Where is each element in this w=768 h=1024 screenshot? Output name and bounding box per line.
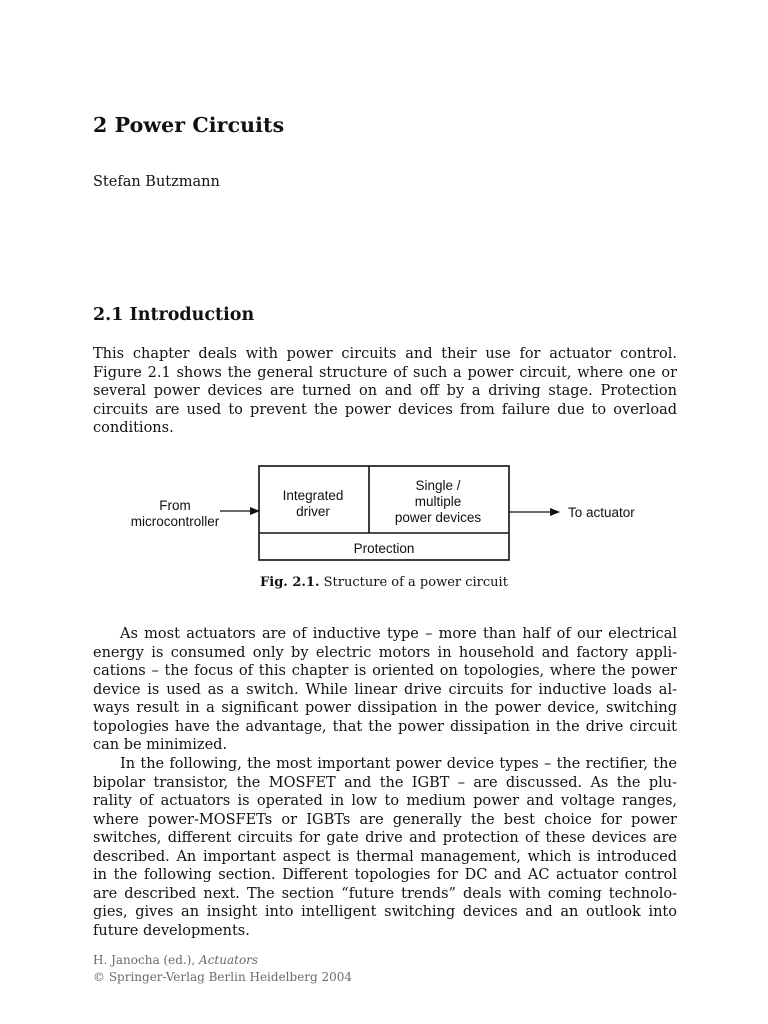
- text-line: This chapter deals with power circuits and their use for actuator control.: [93, 346, 677, 362]
- figure-caption-label: Fig. 2.1.: [260, 575, 320, 590]
- text-line: gies, gives an insight into intelligent switching devices and an outlook into: [93, 904, 677, 920]
- text-line: As most actuators are of inductive type – more than half of our electrical: [120, 626, 677, 642]
- text-line: can be minimized.: [93, 737, 228, 753]
- footer-book-title: Actuators: [199, 953, 259, 967]
- body-paragraph: [93, 625, 677, 755]
- output-label: To actuator: [568, 505, 635, 520]
- figure-caption-text: Structure of a power circuit: [323, 575, 508, 590]
- driver-block-line1: Integrated: [282, 488, 344, 503]
- footer-editor: [93, 953, 258, 967]
- text-line: several power devices are turned on and off by a driving stage. Protection: [93, 383, 677, 399]
- text-line: In the following, the most important power device types – the rectifier, the: [120, 756, 677, 772]
- footer-copyright: © Springer-Verlag Berlin Heidelberg 2004: [93, 970, 353, 984]
- text-line: ways result in a significant power dissipation in the power device, switching: [93, 700, 677, 716]
- power-block-line3: power devices: [394, 510, 482, 525]
- body-paragraph: [93, 755, 677, 940]
- text-line: rality of actuators is operated in low to medium power and voltage ranges,: [93, 793, 677, 809]
- section-title: 2.1 Introduction: [93, 305, 255, 325]
- text-line: where power-MOSFETs or IGBTs are generally the best choice for power: [93, 811, 677, 828]
- text-line: future developments.: [93, 922, 250, 939]
- figure-caption: [0, 575, 768, 590]
- intro-paragraph: [93, 345, 677, 438]
- text-line: are described next. The section “future trends” deals with coming technolo-: [93, 885, 677, 902]
- protection-block: Protection: [353, 541, 415, 556]
- chapter-title: 2 Power Circuits: [93, 113, 285, 137]
- text-line: conditions.: [93, 420, 174, 436]
- text-line: in the following section. Different topologies for DC and AC actuator control: [93, 867, 677, 883]
- text-line: bipolar transistor, the MOSFET and the IGBT – are discussed. As the plu-: [93, 774, 677, 791]
- chapter-author: Stefan Butzmann: [93, 174, 220, 190]
- text-line: described. An important aspect is thermal management, which is introduced: [93, 848, 677, 865]
- text-line: switches, different circuits for gate drive and protection of these devices are: [93, 830, 677, 846]
- driver-block-line2: driver: [296, 504, 330, 519]
- power-block-line2: multiple: [414, 494, 462, 509]
- input-label-line1: From: [159, 498, 191, 513]
- text-line: Figure 2.1 shows the general structure of such a power circuit, where one or: [93, 364, 677, 381]
- text-line: topologies have the advantage, that the power dissipation in the drive circuit: [93, 718, 677, 735]
- input-label-line2: microcontroller: [130, 514, 220, 529]
- text-line: device is used as a switch. While linear drive circuits for inductive loads al-: [93, 681, 677, 698]
- text-line: cations – the focus of this chapter is oriented on topologies, where the power: [93, 663, 677, 679]
- text-line: energy is consumed only by electric motors in household and factory appli-: [93, 644, 677, 661]
- text-line: circuits are used to prevent the power devices from failure due to overload: [93, 401, 677, 418]
- power-circuit-diagram: [120, 462, 660, 566]
- power-block-line1: Single /: [415, 478, 461, 493]
- footer-editor-prefix: H. Janocha (ed.),: [93, 953, 200, 967]
